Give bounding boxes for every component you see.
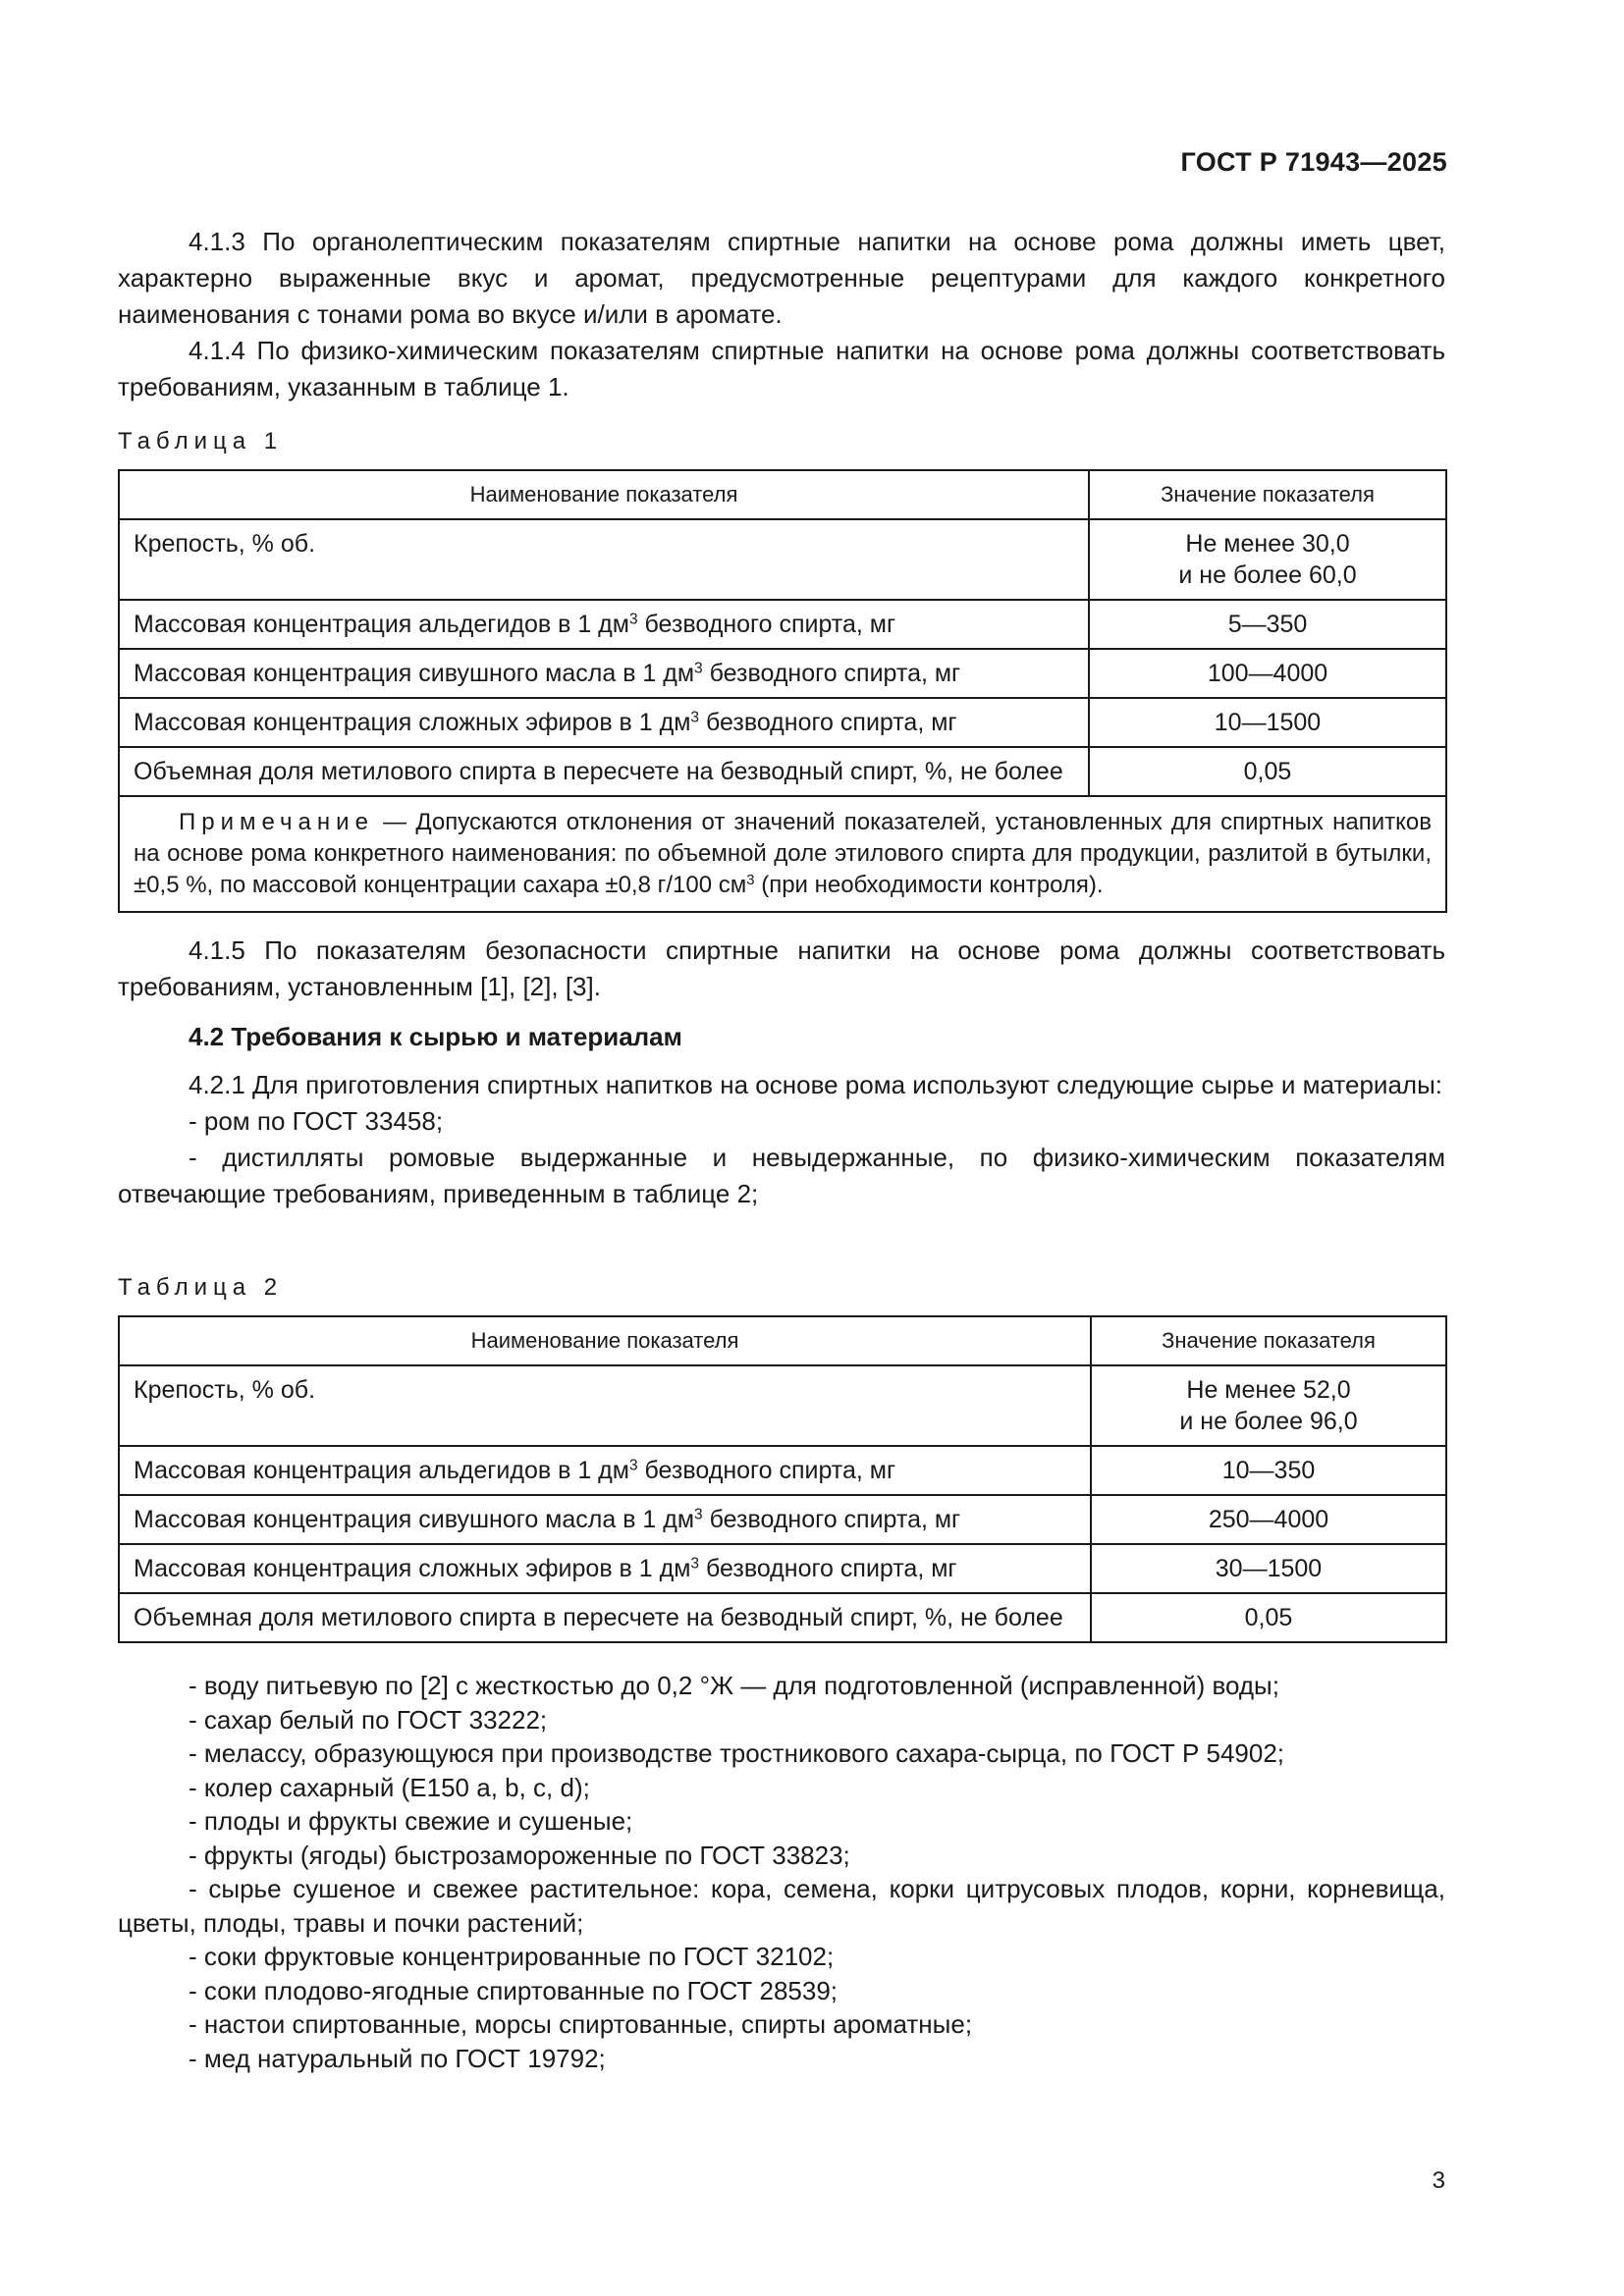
table1-row4-name-pre: Массовая концентрация сложных эфиров в 1 дм [134, 709, 691, 736]
table2-row3-name-post: безводного спирта, мг [702, 1506, 961, 1533]
table1-row2-name [119, 600, 1089, 649]
table-row [119, 649, 1446, 698]
table1-row2-sup: 3 [628, 611, 638, 628]
table1-row3-name-pre: Массовая концентрация сивушного масла в 1 дм [134, 660, 695, 687]
table2-row3-name-pre: Массовая концентрация сивушного масла в 1 дм [134, 1506, 695, 1533]
list-item: - колер сахарный (Е150 а, b, c, d); [189, 1772, 590, 1802]
table-row [119, 1365, 1446, 1446]
table2-row2-name [119, 1446, 1091, 1495]
table2-row1-value-line1: Не менее 52,0 [1186, 1376, 1351, 1404]
table1-row1-value-line2: и не более 60,0 [1178, 561, 1357, 589]
table2-col-value: Значение показателя [1091, 1316, 1446, 1365]
table1-caption: Таблица 1 [118, 428, 284, 454]
table1-row4-value: 10—1500 [1089, 698, 1446, 747]
table2-row4-name-pre: Массовая концентрация сложных эфиров в 1 дм [134, 1555, 691, 1582]
table1-row3-name-post: безводного спирта, мг [702, 660, 961, 687]
table1-row2-name-pre: Массовая концентрация альдегидов в 1 дм [134, 611, 629, 638]
table2-caption: Таблица 2 [118, 1274, 284, 1301]
table2 [118, 1315, 1447, 1643]
table2-row4-name [119, 1544, 1091, 1593]
section-4-2-title: 4.2 Требования к сырью и материалам [189, 1022, 682, 1051]
table2-row3-sup: 3 [694, 1506, 703, 1523]
paragraph-4-2-1: 4.2.1 Для приготовления спиртных напитков на основе рома используют следующие сырье и материалы: [189, 1070, 1442, 1099]
paragraph-4-1-4: 4.1.4 По физико-химическим показателям спиртные напитки на основе рома должны соответствовать требованиям, указанным в таблице 1. [118, 336, 1445, 401]
materials-list [118, 1669, 1445, 2075]
table-row [119, 1495, 1446, 1544]
table2-row1-value [1091, 1365, 1446, 1446]
table1-note-row [119, 796, 1446, 912]
table1-row4-name-post: безводного спирта, мг [699, 709, 957, 736]
table2-row5-value: 0,05 [1091, 1593, 1446, 1642]
paragraph-4-1-3: 4.1.3 По органолептическим показателям спиртные напитки на основе рома должны иметь цвет, характерно выраженные вкус и аромат, предусмотренные рецептурами для каждого конкретного наименования с тонами рома во вкусе и/или в аромате. [118, 227, 1445, 329]
table2-row1-name: Крепость, % об. [119, 1365, 1091, 1446]
list-item: - плоды и фрукты свежие и сушеные; [189, 1806, 633, 1836]
list-item: - ром по ГОСТ 33458; [189, 1106, 444, 1136]
page-number: 3 [1432, 2167, 1445, 2194]
table-row [119, 747, 1446, 796]
list-item: - соки фруктовые концентрированные по ГОСТ 32102; [189, 1942, 835, 1971]
list-item: - фрукты (ягоды) быстрозамороженные по ГОСТ 33823; [189, 1840, 850, 1870]
table2-row2-name-pre: Массовая концентрация альдегидов в 1 дм [134, 1457, 629, 1484]
table2-row1-value-line2: и не более 96,0 [1179, 1408, 1358, 1435]
table1 [118, 469, 1447, 913]
table2-row5-name: Объемная доля метилового спирта в пересчете на безводный спирт, %, не более [119, 1593, 1091, 1642]
table1-note-sup: 3 [746, 872, 755, 888]
list-item: - дистилляты ромовые выдержанные и невыдержанные, по физико-химическим показателям отвечающие требованиям, приведенным в таблице 2; [118, 1143, 1445, 1208]
table1-note-label: Примечание [179, 809, 374, 835]
table1-col-value: Значение показателя [1089, 470, 1446, 519]
table1-row1-value-line1: Не менее 30,0 [1185, 530, 1350, 558]
list-item: - сахар белый по ГОСТ 33222; [189, 1704, 548, 1735]
list-item: - мелассу, образующуюся при производстве тростникового сахара-сырца, по ГОСТ Р 54902; [189, 1738, 1285, 1768]
table-row [119, 519, 1446, 600]
list-item: - соки плодово-ягодные спиртованные по ГОСТ 28539; [189, 1975, 839, 2005]
table1-row3-value: 100—4000 [1089, 649, 1446, 698]
table2-header-row [119, 1316, 1446, 1365]
table1-row3-name [119, 649, 1089, 698]
table2-col-name: Наименование показателя [119, 1316, 1091, 1365]
table2-row4-sup: 3 [690, 1555, 700, 1573]
doc-code-header: ГОСТ Р 71943—2025 [1180, 147, 1447, 177]
table1-row4-name [119, 698, 1089, 747]
table2-row4-value: 30—1500 [1091, 1544, 1446, 1593]
table1-row2-value: 5—350 [1089, 600, 1446, 649]
table1-note [119, 796, 1446, 912]
table1-header-row [119, 470, 1446, 519]
table1-col-name: Наименование показателя [119, 470, 1089, 519]
table1-row2-name-post: безводного спирта, мг [637, 611, 896, 638]
intro-block [118, 224, 1445, 405]
table1-row1-value [1089, 519, 1446, 600]
table-row [119, 1593, 1446, 1642]
table1-row3-sup: 3 [694, 660, 703, 677]
table1-row1-name: Крепость, % об. [119, 519, 1089, 600]
table2-row4-name-post: безводного спирта, мг [699, 1555, 957, 1582]
paragraph-4-1-5: 4.1.5 По показателям безопасности спиртные напитки на основе рома должны соответствовать требованиям, установленным [1], [2], [3]. [118, 935, 1445, 1001]
table-row [119, 698, 1446, 747]
table-row [119, 600, 1446, 649]
table1-row5-name: Объемная доля метилового спирта в пересчете на безводный спирт, %, не более [119, 747, 1089, 796]
table-row [119, 1544, 1446, 1593]
table2-row3-value: 250—4000 [1091, 1495, 1446, 1544]
table-row [119, 1446, 1446, 1495]
list-item: - сырье сушеное и свежее растительное: кора, семена, корки цитрусовых плодов, корни, корневища, цветы, плоды, травы и почки растений; [118, 1874, 1445, 1938]
table2-row3-name [119, 1495, 1091, 1544]
section-4-2-block [118, 933, 1445, 1212]
list-item: - мед натуральный по ГОСТ 19792; [189, 2043, 606, 2073]
table2-row2-value: 10—350 [1091, 1446, 1446, 1495]
table1-row4-sup: 3 [690, 709, 700, 726]
table1-note-tail: (при необходимости контроля). [754, 872, 1104, 898]
table1-note-text: — Допускаются отклонения от значений показателей, установленных для спиртных напитков на основе рома конкретного наименования: по объемной доле этилового спирта для продукции, разлитой в бутылки, ±0,5 %, по массовой концентрации сахара ±0,8 г/100 см [134, 809, 1432, 898]
list-item: - настои спиртованные, морсы спиртованные, спирты ароматные; [189, 2009, 973, 2039]
table2-row2-name-post: безводного спирта, мг [637, 1457, 896, 1484]
table1-row5-value: 0,05 [1089, 747, 1446, 796]
table2-row2-sup: 3 [628, 1457, 638, 1474]
list-item: - воду питьевую по [2] с жесткостью до 0,2 °Ж — для подготовленной (исправленной) воды; [189, 1671, 1279, 1700]
